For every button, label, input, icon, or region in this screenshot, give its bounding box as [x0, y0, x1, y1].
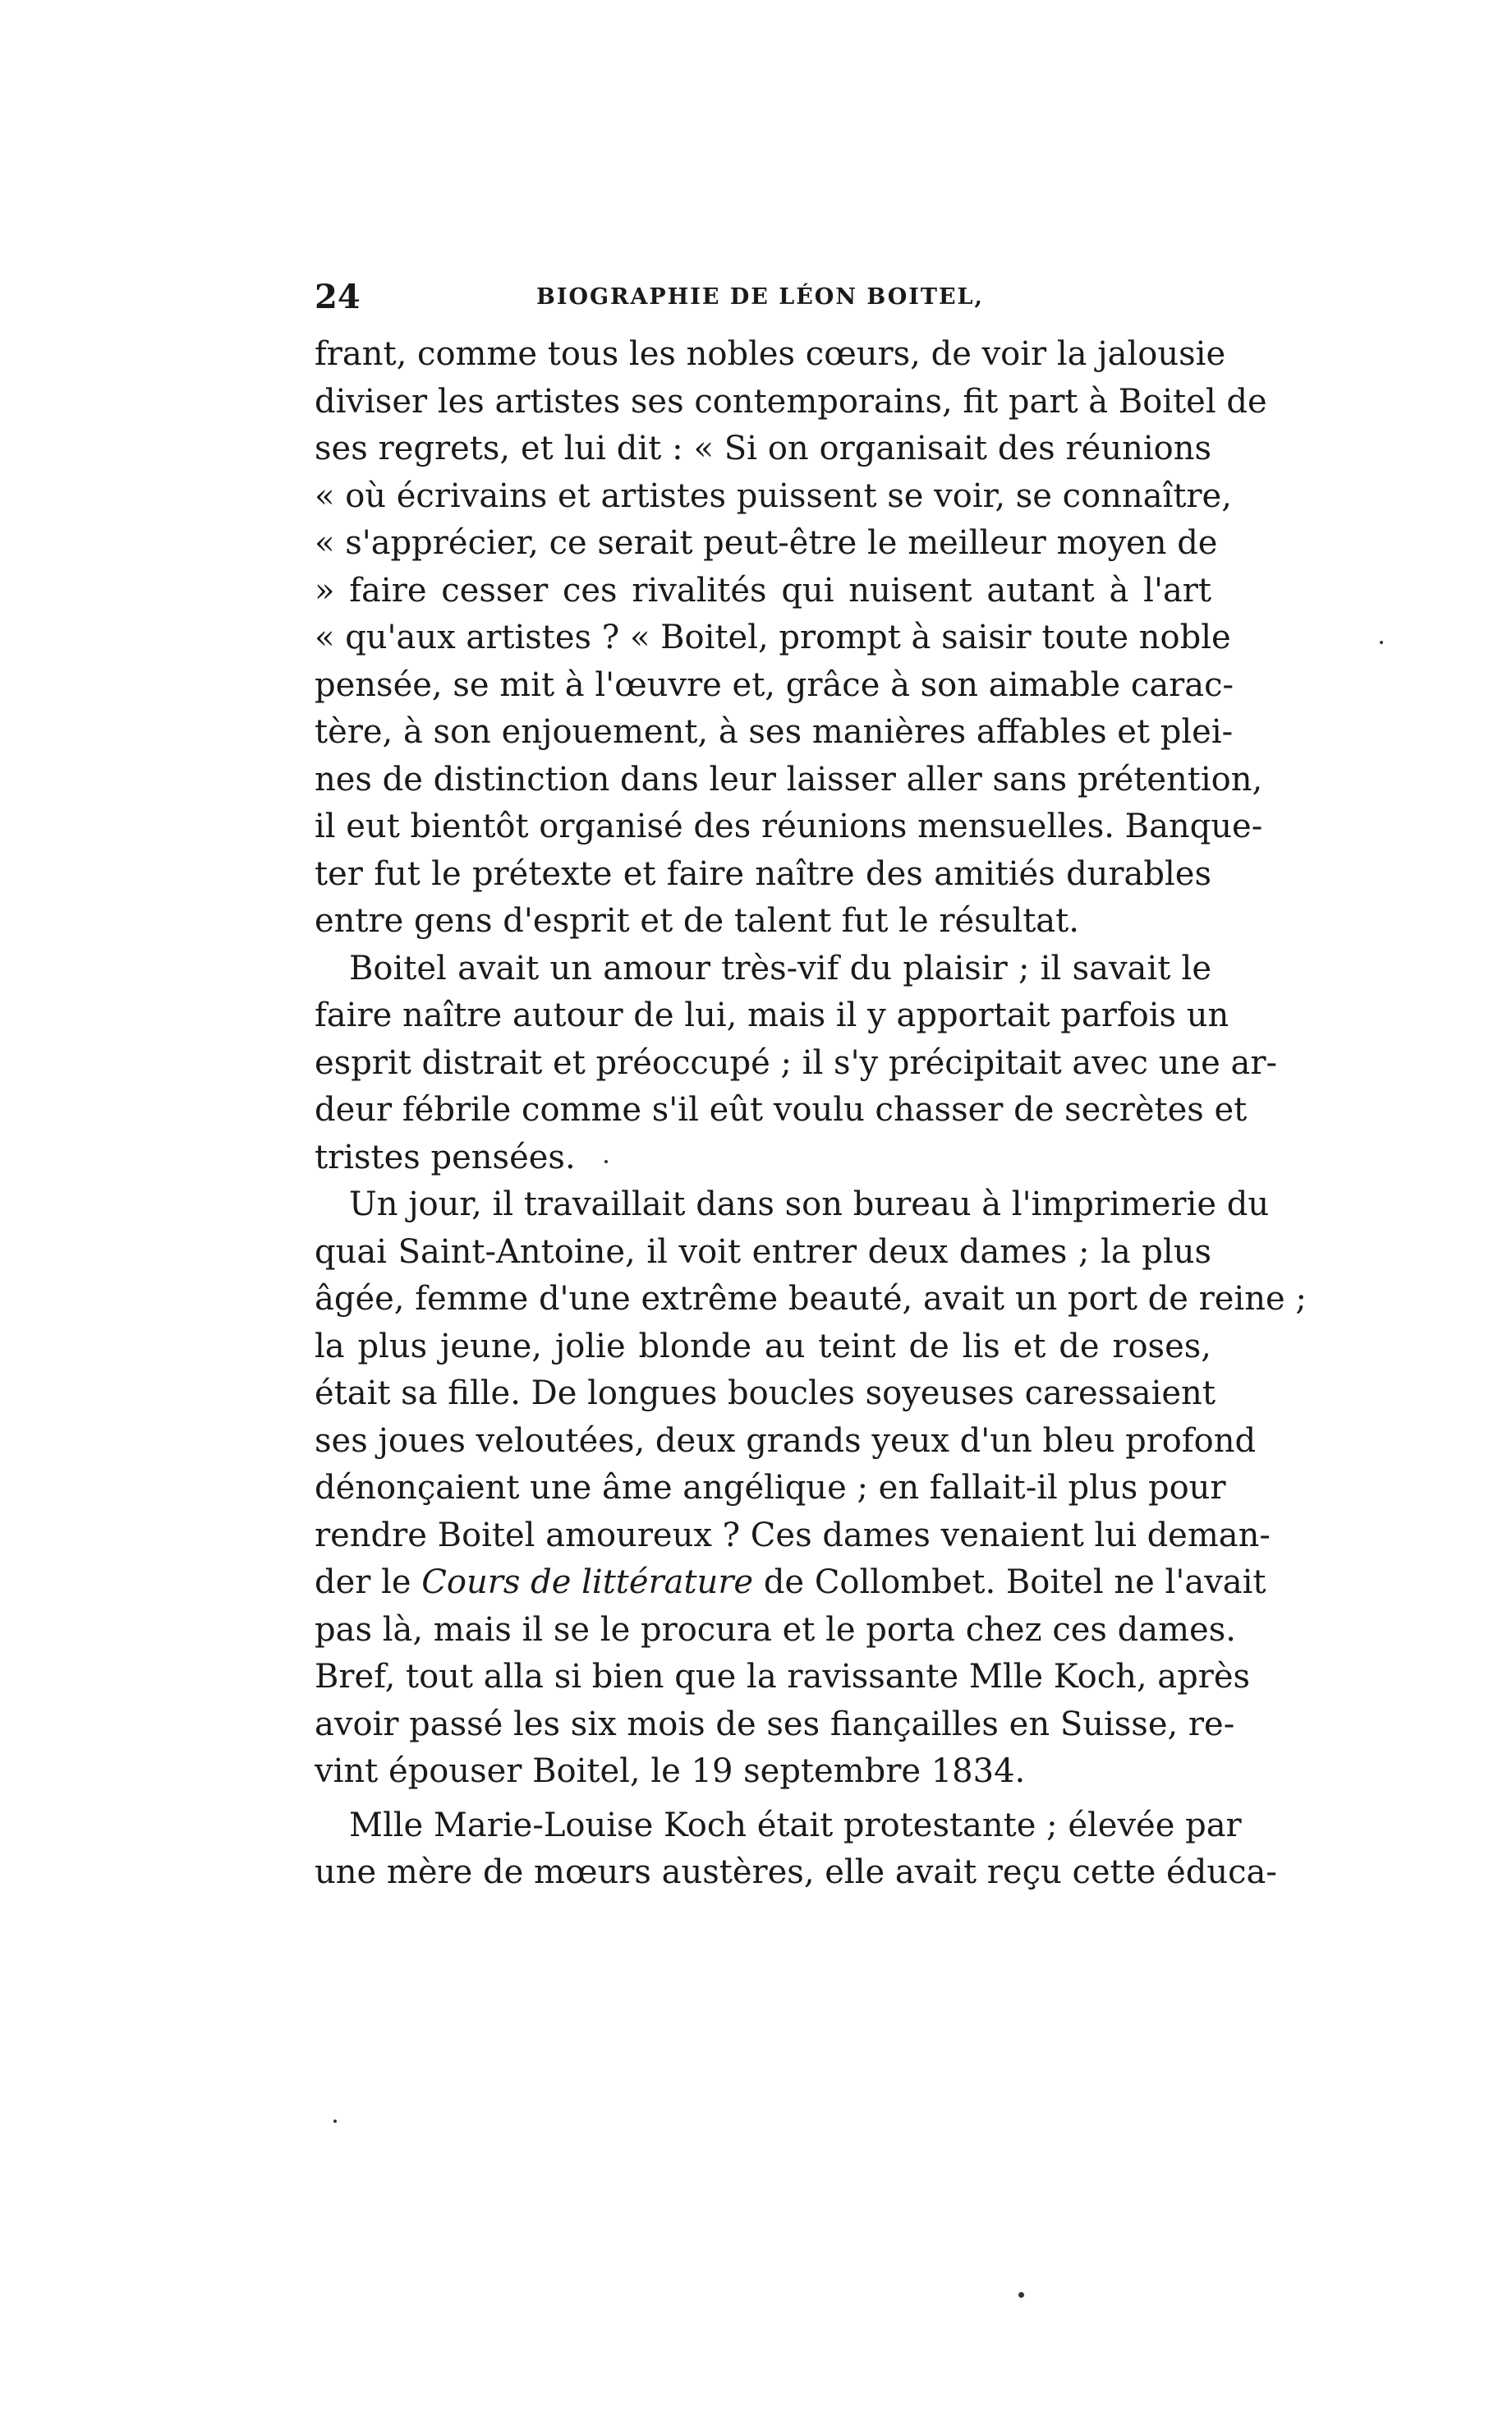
text-line: tristes pensées.: [315, 1138, 576, 1176]
text-line: avoir passé les six mois de ses fiançailles en Suisse, re-: [315, 1705, 1235, 1743]
text-line: « s'apprécier, ce serait peut-être le meilleur moyen de: [315, 524, 1218, 562]
text-line: dénonçaient une âme angélique ; en fallait-il plus pour: [315, 1469, 1226, 1507]
text-line: ses regrets, et lui dit : « Si on organisait des réunions: [315, 430, 1211, 467]
speck: [1380, 641, 1383, 644]
paragraph-3: [315, 1181, 1307, 1796]
text-line: pas là, mais il se le procura et le porta chez ces dames.: [315, 1610, 1236, 1649]
text-line: diviser les artistes ses contemporains, fit part à Boitel de: [315, 382, 1267, 421]
text-line: une mère de mœurs austères, elle avait reçu cette éduca-: [315, 1853, 1277, 1891]
text-line: la plus jeune, jolie blonde au teint de lis et de roses,: [315, 1327, 1211, 1365]
text-fragment: de Collombet. Boitel ne l'avait: [753, 1563, 1266, 1601]
text-line-with-title: [315, 1559, 1266, 1607]
text-line: » faire cesser ces rivalités qui nuisent autant à l'art: [315, 571, 1211, 610]
text-line: pensée, se mit à l'œuvre et, grâce à son aimable carac-: [315, 665, 1234, 704]
text-line: nes de distinction dans leur laisser aller sans prétention,: [315, 760, 1263, 799]
text-line: quai Saint-Antoine, il voit entrer deux dames ; la plus: [315, 1232, 1211, 1271]
paragraph-4: [315, 1802, 1277, 1897]
text-line: Boitel avait un amour très-vif du plaisir ; il savait le: [349, 949, 1211, 987]
text-line: âgée, femme d'une extrême beauté, avait un port de reine ;: [315, 1280, 1307, 1318]
text-line: « où écrivains et artistes puissent se voir, se connaître,: [315, 476, 1232, 515]
text-line: il eut bientôt organisé des réunions mensuelles. Banque-: [315, 808, 1263, 845]
running-title: BIOGRAPHIE DE LÉON BOITEL,: [536, 284, 984, 310]
text-line: Bref, tout alla si bien que la ravissante Mlle Koch, après: [315, 1658, 1251, 1696]
text-line: « qu'aux artistes ? « Boitel, prompt à saisir toute noble: [315, 619, 1231, 656]
text-line: Mlle Marie-Louise Koch était protestante ; élevée par: [349, 1806, 1242, 1844]
text-line: était sa fille. De longues boucles soyeuses caressaient: [315, 1374, 1216, 1412]
paragraph-2: [315, 946, 1278, 1182]
text-line: esprit distrait et préoccupé ; il s'y précipitait avec une ar-: [315, 1043, 1278, 1082]
text-line: ses joues veloutées, deux grands yeux d'un bleu profond: [315, 1421, 1257, 1460]
text-line: tère, à son enjouement, à ses manières affables et plei-: [315, 713, 1234, 751]
text-line: rendre Boitel amoureux ? Ces dames venaient lui deman-: [315, 1516, 1271, 1554]
text-line: entre gens d'esprit et de talent fut le résultat.: [315, 902, 1079, 940]
text-line: vint épouser Boitel, le 19 septembre 1834.: [315, 1752, 1026, 1790]
body-text: [315, 331, 1307, 1897]
text-line: Un jour, il travaillait dans son bureau à l'imprimerie du: [349, 1185, 1270, 1223]
text-line: ter fut le prétexte et faire naître des amitiés durables: [315, 854, 1211, 893]
text-line: faire naître autour de lui, mais il y apportait parfois un: [315, 997, 1229, 1034]
paragraph-gap: [315, 1796, 1211, 1802]
speck: [1018, 2292, 1024, 2298]
text-line: frant, comme tous les nobles cœurs, de voir la jalousie: [315, 335, 1226, 373]
speck: [333, 2120, 337, 2123]
book-title-italic: Cours de littérature: [421, 1563, 754, 1601]
page-number: 24: [315, 278, 361, 316]
text-fragment: der le: [315, 1563, 422, 1601]
running-head: [315, 278, 1211, 327]
paragraph-1: [315, 331, 1267, 946]
speck: [604, 1160, 608, 1163]
text-line: deur fébrile comme s'il eût voulu chasser de secrètes et: [315, 1091, 1248, 1129]
